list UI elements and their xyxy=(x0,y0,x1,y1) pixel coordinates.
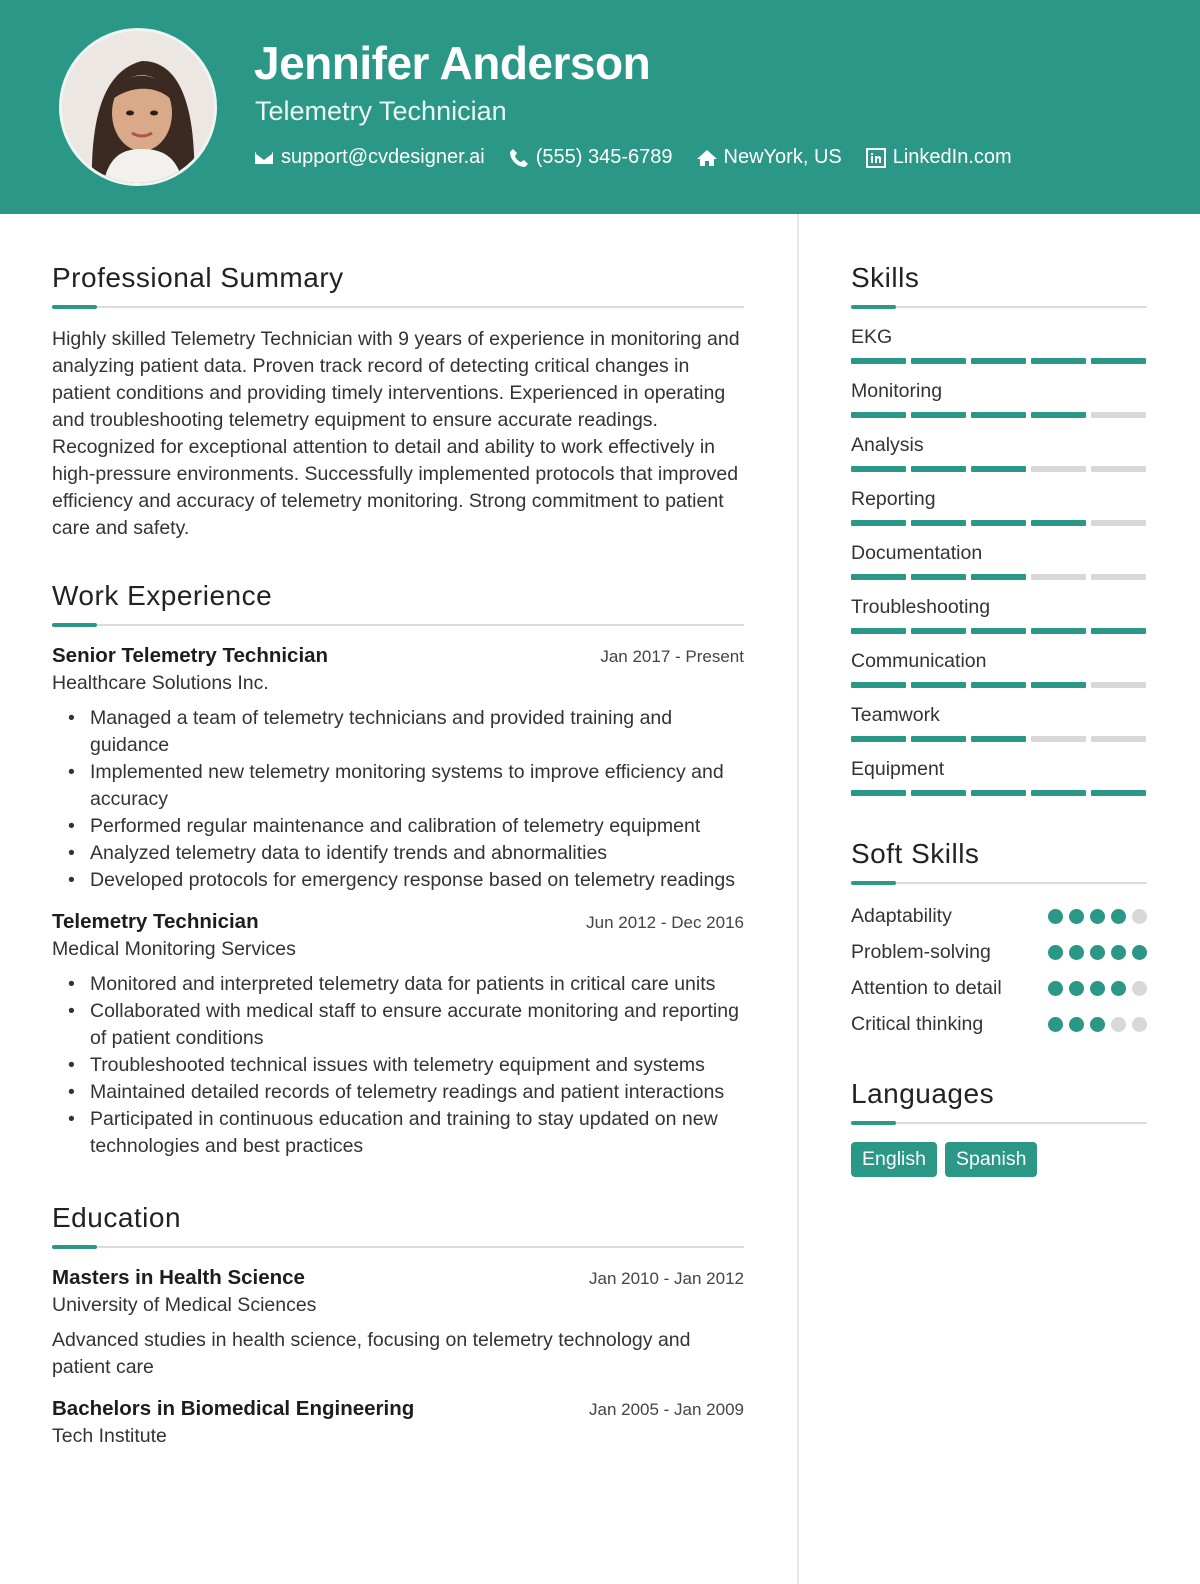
soft-skill-item xyxy=(851,1010,1147,1038)
skill-level-segment xyxy=(1031,736,1086,742)
skill-level-segment xyxy=(1031,574,1086,580)
skill-level-segment xyxy=(911,358,966,364)
skill-name: Teamwork xyxy=(851,704,940,726)
skill-name: Communication xyxy=(851,650,987,672)
rating-dot xyxy=(1132,981,1147,996)
job-bullet: • Monitored and interpreted telemetry data for patients in critical care units xyxy=(68,971,744,998)
skill-level-segment xyxy=(1091,412,1146,418)
candidate-name: Jennifer Anderson xyxy=(254,37,651,89)
skill-level-segment xyxy=(851,736,906,742)
skill-level-segment xyxy=(911,520,966,526)
skill-level-segment xyxy=(1091,682,1146,688)
rating-dot xyxy=(1132,945,1147,960)
skill-name: Reporting xyxy=(851,488,936,510)
job-bullet: • Collaborated with medical staff to ensure accurate monitoring and reporting of patient conditions xyxy=(68,998,744,1052)
job-bullets xyxy=(68,705,744,894)
rating-dot xyxy=(1111,1017,1126,1032)
soft-skills-list xyxy=(851,902,1147,1038)
section-rule xyxy=(52,624,744,626)
rating-dot xyxy=(1090,981,1105,996)
education-description: Advanced studies in health science, focusing on telemetry technology and patient care xyxy=(52,1329,691,1378)
skill-level-segment xyxy=(1091,466,1146,472)
job-company: Healthcare Solutions Inc. xyxy=(52,672,269,694)
job-list xyxy=(52,644,744,1160)
rating-dot xyxy=(1090,1017,1105,1032)
education-header xyxy=(52,1266,744,1290)
skill-level-segment xyxy=(851,574,906,580)
skill-level-segment xyxy=(971,466,1026,472)
phone-icon xyxy=(509,148,529,168)
skill-level-segment xyxy=(911,466,966,472)
resume-header xyxy=(0,0,1200,214)
skill-level-segment xyxy=(1031,682,1086,688)
linkedin-icon xyxy=(866,148,886,168)
skill-level-bar xyxy=(851,574,1147,580)
contact-email-text: support@cvdesigner.ai xyxy=(281,146,485,168)
job-title: Telemetry Technician xyxy=(52,910,259,933)
profile-photo xyxy=(59,28,217,186)
skills-heading: Skills xyxy=(851,262,920,293)
job-bullets xyxy=(68,971,744,1160)
summary-heading: Professional Summary xyxy=(52,262,344,293)
contact-phone-text: (555) 345-6789 xyxy=(535,146,673,168)
job-bullet: • Participated in continuous education and training to stay updated on new technologies and best practices xyxy=(68,1106,744,1160)
skill-level-segment xyxy=(911,682,966,688)
envelope-icon xyxy=(254,148,274,168)
skill-level-segment xyxy=(911,736,966,742)
skill-level-segment xyxy=(1091,520,1146,526)
job-bullet: • Developed protocols for emergency response based on telemetry readings xyxy=(68,867,744,894)
sidebar-column xyxy=(851,262,1147,1177)
job-date: Jan 2017 - Present xyxy=(600,647,744,666)
skill-item xyxy=(851,650,1147,688)
rating-dot xyxy=(1132,909,1147,924)
rating-dot xyxy=(1090,909,1105,924)
job-entry xyxy=(52,644,744,894)
skill-level-segment xyxy=(971,736,1026,742)
soft-skill-item xyxy=(851,938,1147,966)
job-entry xyxy=(52,910,744,1160)
skill-level-segment xyxy=(911,574,966,580)
education-date: Jan 2010 - Jan 2012 xyxy=(588,1269,744,1288)
skill-level-segment xyxy=(1031,466,1086,472)
skill-level-segment xyxy=(1091,790,1146,796)
contact-list xyxy=(254,146,1012,169)
soft-skill-rating xyxy=(1048,909,1147,924)
section-rule xyxy=(851,1122,1147,1124)
skill-item xyxy=(851,704,1147,742)
rating-dot xyxy=(1069,945,1084,960)
soft-skill-name: Adaptability xyxy=(851,905,952,927)
experience-heading: Work Experience xyxy=(52,580,273,611)
skill-name: Troubleshooting xyxy=(851,596,991,618)
job-bullet: • Performed regular maintenance and calibration of telemetry equipment xyxy=(68,813,744,840)
skill-level-segment xyxy=(911,790,966,796)
skill-level-segment xyxy=(971,574,1026,580)
skill-item xyxy=(851,434,1147,472)
soft-skill-rating xyxy=(1048,981,1147,996)
skill-level-segment xyxy=(1091,358,1146,364)
education-entry xyxy=(52,1266,744,1381)
skill-level-segment xyxy=(851,358,906,364)
skill-name: Monitoring xyxy=(851,380,943,402)
skill-level-segment xyxy=(851,412,906,418)
languages-list xyxy=(851,1142,1147,1177)
rating-dot xyxy=(1111,909,1126,924)
job-bullet: • Analyzed telemetry data to identify trends and abnormalities xyxy=(68,840,744,867)
section-rule xyxy=(52,306,744,308)
soft-skill-item xyxy=(851,974,1147,1002)
column-divider xyxy=(797,214,799,1584)
soft-skills-heading: Soft Skills xyxy=(851,838,980,869)
soft-skill-rating xyxy=(1048,945,1147,960)
rating-dot xyxy=(1111,945,1126,960)
skill-name: Equipment xyxy=(851,758,945,780)
rating-dot xyxy=(1111,981,1126,996)
rating-dot xyxy=(1048,945,1063,960)
skills-list xyxy=(851,326,1147,796)
section-rule xyxy=(52,1246,744,1248)
soft-skill-name: Problem-solving xyxy=(851,941,991,963)
contact-email[interactable] xyxy=(254,146,485,169)
skill-level-segment xyxy=(1031,358,1086,364)
skill-level-bar xyxy=(851,628,1147,634)
skill-level-segment xyxy=(1091,628,1146,634)
skill-level-segment xyxy=(1091,574,1146,580)
skill-level-segment xyxy=(851,628,906,634)
education-school: University of Medical Sciences xyxy=(52,1294,317,1316)
contact-location xyxy=(697,146,842,169)
skill-item xyxy=(851,326,1147,364)
job-company: Medical Monitoring Services xyxy=(52,938,296,960)
skill-level-bar xyxy=(851,520,1147,526)
education-degree: Bachelors in Biomedical Engineering xyxy=(52,1397,415,1420)
job-bullet: • Troubleshooted technical issues with telemetry equipment and systems xyxy=(68,1052,744,1079)
skill-level-segment xyxy=(971,412,1026,418)
skill-item xyxy=(851,596,1147,634)
job-header xyxy=(52,910,744,934)
section-rule xyxy=(851,306,1147,308)
rating-dot xyxy=(1090,945,1105,960)
rating-dot xyxy=(1069,981,1084,996)
skill-level-segment xyxy=(971,790,1026,796)
job-bullet: • Maintained detailed records of telemetry readings and patient interactions xyxy=(68,1079,744,1106)
profile-photo-illustration xyxy=(62,31,217,186)
skill-item xyxy=(851,542,1147,580)
rating-dot xyxy=(1048,909,1063,924)
skill-item xyxy=(851,488,1147,526)
skill-level-segment xyxy=(911,628,966,634)
skill-level-segment xyxy=(851,466,906,472)
skill-level-segment xyxy=(1031,520,1086,526)
skill-level-segment xyxy=(1031,628,1086,634)
candidate-title: Telemetry Technician xyxy=(255,96,507,126)
contact-linkedin[interactable] xyxy=(866,146,1012,169)
skill-level-segment xyxy=(971,358,1026,364)
skill-level-bar xyxy=(851,466,1147,472)
home-icon xyxy=(697,148,717,168)
language-badge: English xyxy=(851,1142,937,1177)
skill-level-segment xyxy=(1031,412,1086,418)
rating-dot xyxy=(1069,909,1084,924)
job-title: Senior Telemetry Technician xyxy=(52,644,329,667)
soft-skill-name: Critical thinking xyxy=(851,1013,984,1035)
skill-level-segment xyxy=(971,628,1026,634)
skill-name: Documentation xyxy=(851,542,983,564)
skill-name: EKG xyxy=(851,326,893,348)
skill-level-bar xyxy=(851,358,1147,364)
soft-skill-name: Attention to detail xyxy=(851,977,1002,999)
rating-dot xyxy=(1069,1017,1084,1032)
soft-skill-rating xyxy=(1048,1017,1147,1032)
language-badge: Spanish xyxy=(945,1142,1037,1177)
education-list xyxy=(52,1266,744,1448)
skill-level-bar xyxy=(851,412,1147,418)
job-bullet: • Managed a team of telemetry technicians and provided training and guidance xyxy=(68,705,744,759)
education-date: Jan 2005 - Jan 2009 xyxy=(588,1400,744,1419)
job-header xyxy=(52,644,744,668)
skill-level-segment xyxy=(851,682,906,688)
contact-location-text: NewYork, US xyxy=(723,146,842,168)
skill-level-segment xyxy=(851,520,906,526)
skill-level-bar xyxy=(851,736,1147,742)
skill-level-bar xyxy=(851,682,1147,688)
summary-text: Highly skilled Telemetry Technician with 9 years of experience in monitoring and analyzing patient data. Proven track record of detecting critical changes in patient conditions and providing timely interventions. Experienced in operating and troubleshooting telemetry equipment to ensure accurate readings. Recognized for exceptional attention to detail and ability to work effectively in high-pressure environments. Successfully implemented protocols that improved efficiency and accuracy of telemetry monitoring. Strong commitment to patient care and safety. xyxy=(52,328,740,539)
soft-skill-item xyxy=(851,902,1147,930)
skill-item xyxy=(851,758,1147,796)
education-school: Tech Institute xyxy=(52,1425,167,1447)
main-column xyxy=(52,262,744,1464)
skill-level-bar xyxy=(851,790,1147,796)
education-heading: Education xyxy=(52,1202,182,1233)
contact-linkedin-text: LinkedIn.com xyxy=(892,146,1012,168)
skill-level-segment xyxy=(971,520,1026,526)
education-header xyxy=(52,1397,744,1421)
education-degree: Masters in Health Science xyxy=(52,1266,305,1289)
skill-level-segment xyxy=(911,412,966,418)
languages-heading: Languages xyxy=(851,1078,995,1109)
skill-level-segment xyxy=(1031,790,1086,796)
education-entry xyxy=(52,1397,744,1448)
rating-dot xyxy=(1048,1017,1063,1032)
skill-level-segment xyxy=(971,682,1026,688)
rating-dot xyxy=(1048,981,1063,996)
rating-dot xyxy=(1132,1017,1147,1032)
section-rule xyxy=(851,882,1147,884)
skill-level-segment xyxy=(1091,736,1146,742)
job-date: Jun 2012 - Dec 2016 xyxy=(586,913,744,932)
skill-item xyxy=(851,380,1147,418)
skill-name: Analysis xyxy=(851,434,924,456)
job-bullet: • Implemented new telemetry monitoring systems to improve efficiency and accuracy xyxy=(68,759,744,813)
skill-level-segment xyxy=(851,790,906,796)
contact-phone[interactable] xyxy=(509,146,673,169)
